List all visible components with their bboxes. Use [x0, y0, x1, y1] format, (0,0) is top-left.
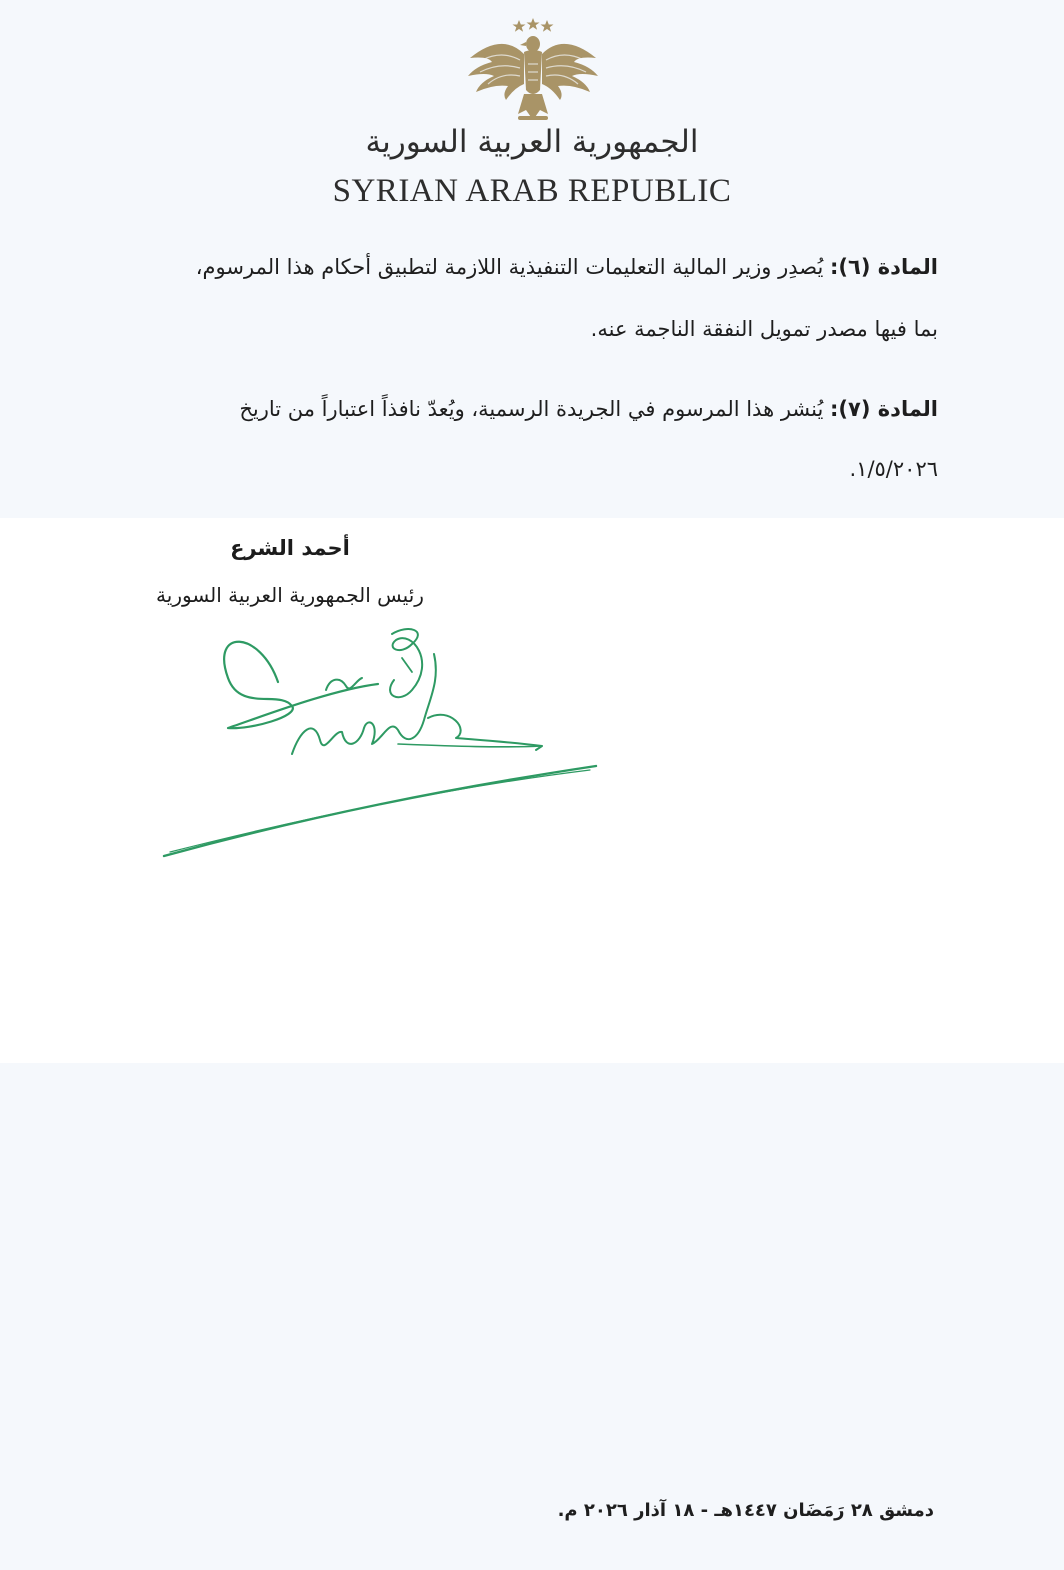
signature-icon: [150, 620, 610, 870]
state-name-arabic: الجمهورية العربية السورية: [365, 124, 699, 160]
signer-title: رئيس الجمهورية العربية السورية: [156, 583, 424, 607]
article-7-line-1: [239, 397, 938, 421]
article-7: [120, 397, 938, 497]
article-7-line-2: ١/٥/٢٠٢٦.: [849, 457, 938, 481]
article-text: يُنشر هذا المرسوم في الجريدة الرسمية، ويُعدّ نافذاً اعتباراً من تاريخ: [239, 397, 824, 421]
eagle-emblem-icon: [462, 14, 604, 122]
article-6-line-1: [196, 255, 938, 279]
issue-dateline: دمشق ٢٨ رَمَضَان ١٤٤٧هـ - ١٨ آذار ٢٠٢٦ م.: [557, 1500, 934, 1521]
article-6-line-2: بما فيها مصدر تمويل النفقة الناجمة عنه.: [590, 317, 938, 341]
article-label: المادة (٦):: [830, 255, 938, 279]
article-text: يُصدِر وزير المالية التعليمات التنفيذية اللازمة لتطبيق أحكام هذا المرسوم،: [195, 255, 824, 279]
article-6: [120, 255, 938, 355]
signer-name: أحمد الشرع: [230, 536, 350, 560]
state-name-english: SYRIAN ARAB REPUBLIC: [332, 173, 732, 209]
article-label: المادة (٧):: [830, 397, 938, 421]
